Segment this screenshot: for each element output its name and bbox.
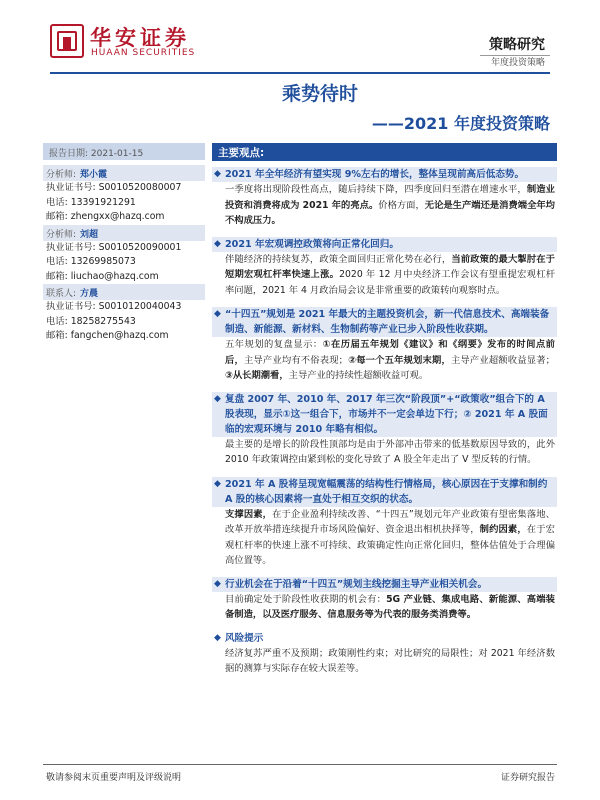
phone-label: 电话: bbox=[46, 196, 68, 208]
footer-disclaimer-link[interactable]: 敬请参阅末页重要声明及评级说明 bbox=[46, 773, 182, 783]
body-text: 经济复苏严重不及预期；政策刚性约束；对比研究的局限性；对 2021 年经济数据的测算与实际存在较大误差等。 bbox=[225, 647, 555, 674]
body-emphasis: 无论是生产端还是消费端全年均不构成压力。 bbox=[225, 199, 555, 226]
body-text: 价格方面， bbox=[378, 199, 425, 211]
key-point bbox=[212, 167, 557, 229]
analyst-role: 分析师: bbox=[46, 229, 77, 240]
analyst-heading bbox=[43, 165, 205, 181]
phone-label: 电话: bbox=[46, 315, 68, 327]
point-headline bbox=[212, 392, 557, 437]
analyst-phone bbox=[43, 196, 205, 211]
logo-english-name: HUAAN SECURITIES bbox=[91, 48, 196, 58]
key-point bbox=[212, 477, 557, 569]
risk-headline-text: 风险提示 bbox=[225, 632, 264, 644]
risk-point bbox=[212, 631, 557, 677]
point-headline-text: “十四五”规划是 2021 年最大的主题投资机会，新一代信息技术、高端装备制造、新能源、新材料、生物制药等产业已步入阶段性收获期。 bbox=[225, 309, 550, 335]
license-label: 执业证书号: bbox=[46, 301, 96, 312]
body-text: 在于企业盈利持续改善、“十四五”规划元年产业政策有望密集落地、改革开放举措连续提升市场风险偏好、资金退出相机抉择等， bbox=[225, 508, 555, 535]
huaan-logo-icon bbox=[50, 24, 84, 58]
point-body bbox=[212, 437, 557, 468]
contact-phone bbox=[43, 315, 205, 330]
license-label: 执业证书号: bbox=[46, 182, 96, 193]
contact-email bbox=[43, 329, 205, 344]
key-point bbox=[212, 307, 557, 384]
analyst-heading bbox=[43, 225, 205, 241]
body-emphasis: 5G 产业链、集成电路、新能源、高端装备制造，以及医疗服务、信息服务等为代表的服务类消费等。 bbox=[225, 593, 555, 620]
diamond-bullet-icon: ◆ bbox=[214, 578, 221, 589]
body-text: 五年规划的复盘显示： bbox=[225, 339, 323, 350]
diamond-bullet-icon: ◆ bbox=[214, 478, 221, 489]
body-text: 2020 年 12 月中央经济工作会议有望重提宏观杠杆率问题，2021 年 4 月政治局会议是非常重要的政策转向观察时点。 bbox=[225, 269, 555, 296]
point-headline-text: 2021 年宏观调控政策将向正常化回归。 bbox=[225, 238, 399, 250]
body-text: 主导产业超额收益显著； bbox=[450, 354, 555, 366]
license-label: 执业证书号: bbox=[46, 241, 96, 253]
analyst-phone bbox=[43, 255, 205, 270]
analyst-email bbox=[43, 270, 205, 285]
report-subtitle: ——2021 年度投资策略 bbox=[371, 114, 550, 133]
diamond-bullet-icon: ◆ bbox=[214, 238, 221, 249]
point-body bbox=[212, 337, 557, 384]
contact-license bbox=[43, 300, 205, 315]
key-point bbox=[212, 237, 557, 299]
point-body bbox=[212, 507, 557, 569]
header-rule bbox=[50, 72, 550, 74]
point-headline bbox=[212, 307, 557, 337]
report-header bbox=[0, 0, 600, 75]
diamond-bullet-icon: ◆ bbox=[214, 393, 221, 404]
point-headline bbox=[212, 237, 557, 252]
phone-number: 18258275543 bbox=[70, 315, 136, 327]
risk-headline bbox=[212, 631, 557, 646]
phone-label: 电话: bbox=[46, 256, 68, 267]
contact-name: 方晨 bbox=[80, 289, 99, 299]
email-label: 邮箱: bbox=[46, 270, 68, 282]
point-headline bbox=[212, 577, 557, 592]
footer-rule bbox=[43, 764, 557, 765]
point-body bbox=[212, 252, 557, 299]
body-text: 目前确定处于阶段性收获期的机会有： bbox=[225, 593, 387, 605]
report-subcategory: 年度投资策略 bbox=[490, 58, 545, 68]
body-emphasis: ③从长期潮看， bbox=[225, 370, 289, 381]
report-title: 乘势待时 bbox=[281, 83, 358, 105]
email-link[interactable]: fangchen@hazq.com bbox=[70, 330, 169, 341]
analyst-name: 郑小霞 bbox=[80, 170, 108, 180]
body-emphasis: ②每一个五年规划末期， bbox=[347, 354, 451, 366]
point-body bbox=[212, 592, 557, 623]
point-headline-text: 2021 年 A 股将呈现宽幅震荡的结构性行情格局，核心原因在于支撑和制约 A 股的核心因素将一直处于相互交织的状态。 bbox=[225, 478, 548, 505]
body-text: 主导产业的持续性超额收益可观。 bbox=[288, 370, 429, 381]
body-text: 一季度将出现阶段性高点，随后持续下降，四季度回归至潜在增速水平， bbox=[225, 184, 527, 195]
phone-number: 13391921291 bbox=[70, 196, 136, 208]
body-emphasis: 制造业投资和消费将成为 2021 年的亮点。 bbox=[225, 184, 555, 211]
logo-chinese-name: 华安证券 bbox=[90, 25, 190, 50]
analyst-sidebar bbox=[43, 143, 205, 344]
email-link[interactable]: zhengxx@hazq.com bbox=[70, 211, 165, 222]
analyst-role: 分析师: bbox=[46, 170, 77, 180]
key-point bbox=[212, 392, 557, 468]
point-headline bbox=[212, 477, 557, 507]
body-text: 伴随经济的持续复苏，政策全面回归正常化势在必行， bbox=[225, 253, 452, 265]
point-body bbox=[212, 182, 557, 229]
body-emphasis: ①在历届五年规划《建议》和《纲要》发布的时间点前后， bbox=[225, 339, 555, 366]
report-date: 报告日期: 2021-01-15 bbox=[43, 143, 205, 160]
point-headline-text: 行业机会在于沿着“十四五”规划主线挖掘主导产业相关机会。 bbox=[225, 578, 488, 590]
phone-number: 13269985073 bbox=[70, 256, 136, 267]
body-emphasis: 当前政策的最大掣肘在于短期宏观杠杆率快速上涨。 bbox=[225, 253, 555, 280]
contact-heading bbox=[43, 284, 205, 300]
risk-body bbox=[212, 646, 557, 677]
point-headline bbox=[212, 167, 557, 182]
analyst-license bbox=[43, 241, 205, 256]
key-point bbox=[212, 577, 557, 623]
license-number: S0010520090001 bbox=[98, 241, 182, 253]
main-points-section bbox=[212, 143, 557, 677]
license-number: S0010120040043 bbox=[98, 301, 182, 312]
body-text: 在于宏观杠杆率的快速上涨不可持续、政策确定性向正常化回归，整体估值处于合理偏高位置等。 bbox=[225, 524, 555, 566]
analyst-name: 刘超 bbox=[80, 229, 99, 240]
body-emphasis: 制约因素， bbox=[479, 524, 527, 535]
diamond-bullet-icon: ◆ bbox=[214, 632, 221, 643]
point-headline-text: 复盘 2007 年、2010 年、2017 年三次“阶段顶”+“政策收”组合下的 A 股表现，显示①这一组合下，市场并不一定会单边下行；② 2021 年 A 股面临的宏观环境与 2010 年略有相似。 bbox=[225, 393, 548, 435]
body-text: 最主要的是增长的阶段性顶部均是由于外部冲击带来的低基数原因导致的，此外 2010 年政策调控由紧到松的变化导致了 A 股全年走出了 V 型反转的行情。 bbox=[225, 438, 555, 465]
body-text: 主导产业均有不俗表现； bbox=[243, 354, 348, 366]
main-points-heading: 主要观点: bbox=[212, 143, 557, 161]
analyst-license bbox=[43, 181, 205, 196]
email-label: 邮箱: bbox=[46, 330, 68, 341]
footer-report-type: 证券研究报告 bbox=[500, 773, 555, 783]
email-label: 邮箱: bbox=[46, 211, 68, 222]
body-emphasis: 支撑因素， bbox=[225, 508, 273, 520]
point-headline-text: 2021 年全年经济有望实现 9%左右的增长，整体呈现前高后低态势。 bbox=[225, 169, 525, 180]
license-number: S0010520080007 bbox=[98, 182, 182, 193]
contact-role: 联系人: bbox=[46, 289, 77, 299]
diamond-bullet-icon: ◆ bbox=[214, 169, 221, 179]
diamond-bullet-icon: ◆ bbox=[214, 309, 221, 319]
analyst-email bbox=[43, 210, 205, 225]
email-link[interactable]: liuchao@hazq.com bbox=[70, 270, 159, 282]
report-category: 策略研究 bbox=[489, 37, 545, 53]
